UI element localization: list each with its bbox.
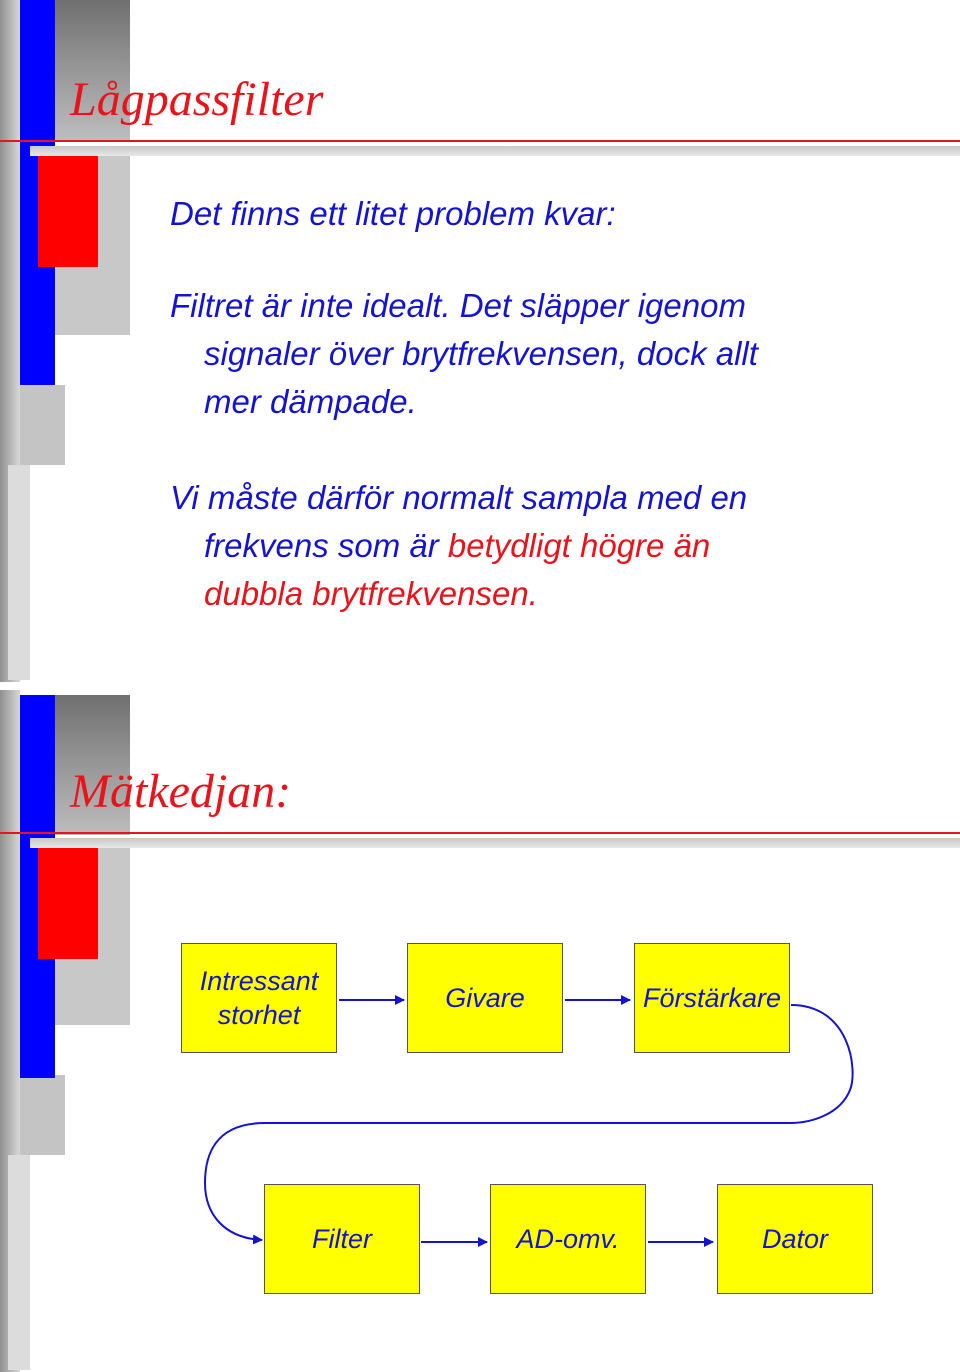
box-filter — [264, 1184, 420, 1294]
red-square — [38, 155, 98, 267]
sampling-line-2: frekvens som är — [204, 527, 448, 564]
filter-line-1: Filtret är inte idealt. Det släpper igenom — [170, 287, 746, 324]
box-dator — [717, 1184, 873, 1294]
sampling-line-2-highlight: betydligt högre än — [447, 527, 711, 564]
section-title: Mätkedjan: — [70, 765, 292, 818]
paragraph-sampling — [170, 474, 747, 618]
slide-matkedjan — [0, 690, 960, 1372]
filter-line-2: signaler över brytfrekvensen, dock allt — [204, 335, 758, 372]
box-dator-label: Dator — [761, 1224, 829, 1254]
box-ad-label: AD-omv. — [516, 1224, 620, 1254]
box-ad-omv — [490, 1184, 646, 1294]
title-rule — [0, 140, 960, 142]
box-intressant-line-2: storhet — [217, 1000, 301, 1030]
box-givare — [407, 943, 563, 1053]
page-title: Lågpassfilter — [70, 73, 324, 126]
sampling-line-3-highlight: dubbla brytfrekvensen. — [204, 575, 538, 612]
box-givare-label: Givare — [445, 983, 525, 1013]
slide-lagpassfilter — [0, 0, 960, 685]
box-intressant-line-1: Intressant — [199, 966, 319, 996]
paragraph-intro — [170, 190, 616, 238]
intro-text: Det finns ett litet problem kvar: — [170, 195, 616, 232]
box-forstarkare-label: Förstärkare — [642, 983, 782, 1013]
paragraph-filter — [170, 282, 758, 426]
title-rule-shadow — [30, 146, 960, 156]
sampling-line-1: Vi måste därför normalt sampla med en — [170, 479, 748, 516]
gray-strip-2 — [8, 465, 30, 680]
gray-strip — [20, 385, 65, 465]
box-forstarkare — [634, 943, 790, 1053]
filter-line-3: mer dämpade. — [204, 383, 417, 420]
box-intressant-storhet — [181, 943, 337, 1053]
box-filter-label: Filter — [312, 1224, 372, 1254]
